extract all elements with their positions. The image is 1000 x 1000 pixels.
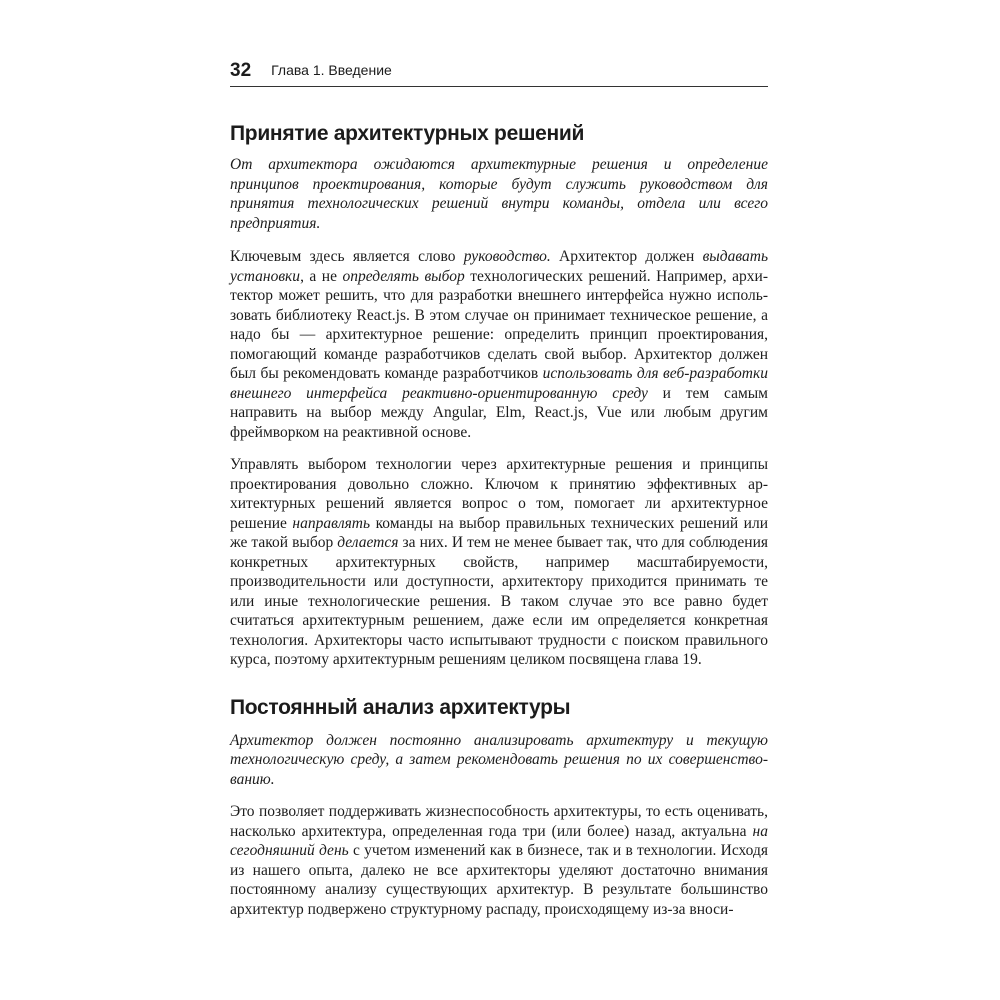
emphasis-text: определять выбор	[342, 267, 465, 285]
body-text: Ключевым здесь является слово	[230, 248, 464, 265]
section-title-decisions: Принятие архитектурных решений	[230, 122, 585, 145]
section-title-analysis: Постоянный анализ архитектуры	[230, 695, 571, 719]
paragraph	[230, 455, 768, 670]
body-text: Управлять выбором технологии через архитектурные решения и принципы проектирования довольно сложно. Ключом к принятию эффективных архитектурных решений является вопрос о том, помогает ли архитектурное решение	[230, 456, 768, 532]
body-text: за них. И тем не менее бывает так, что для соблюдения конкретных архитектурных свойств, например масштабируемости, производительности или доступности, архитектору приходится принимать те или иные технологические решения. В таком случае это все равно будет считаться архитектурным решением, даже если им определяется конкретная технология. Архитекторы часто испытывают трудности с поиском правильного курса, поэтому архитектурным решениям целиком посвящена глава 19.	[230, 534, 768, 668]
body-text: и тем самым направить на выбор между Angular, Elm, React.js, Vue или любым другим фреймворком на реактивной основе.	[230, 384, 768, 441]
emphasis-text: выдавать установки	[230, 248, 768, 285]
page-number: 32	[230, 60, 252, 81]
emphasis-text: руководство.	[463, 248, 551, 265]
body-text: , а не	[300, 267, 343, 285]
emphasis-text: делается	[337, 534, 399, 551]
paragraph	[230, 247, 768, 442]
body-text: Архитектор должен	[550, 248, 703, 265]
body-text: команды на выбор правильных технических решений или же такой выбор	[230, 514, 768, 551]
emphasis-text: на сегодняшний день	[230, 822, 768, 859]
section-lead-analysis: Архитектор должен постоянно анализировать архитектуру и текущую технологическую среду, а затем рекомендовать решения по их совершенствованию.	[230, 731, 768, 788]
paragraph	[230, 802, 768, 919]
body-text: технологических решений. Например, архитектор может решить, что для разработки внешнего интерфейса нужно использовать библиотеку React.js. В этом случае он принимает техническое решение, а надо бы — архитектурное решение: определить принцип проектирования, помогающий команде разработчиков сделать свой выбор. Архитектор должен был бы рекомендовать команде разработчиков	[230, 267, 768, 382]
body-text: с учетом изменений как в бизнесе, так и в технологии. Исходя из нашего опыта, далеко не все архитекторы уделяют достаточно внимания постоянному анализу существующих архитектур. В результате большинство архитектур подвержено структурному распаду, происходящему из-за вноси-	[230, 842, 768, 918]
running-head	[230, 56, 768, 87]
section-lead-decisions: От архитектора ожидаются архитектурные решения и определение принципов проектирования, которые будут служить руководством для принятия технологических решений внутри команды, отдела или всего предприятия.	[230, 156, 768, 232]
book-page	[230, 56, 768, 919]
emphasis-text: использовать для веб-разработки внешнего интерфейса реактивно-ориентированную среду	[230, 365, 768, 402]
body-text: Это позволяет поддерживать жизнеспособность архитектуры, то есть оценивать, насколько архитектура, определенная года три (или более) назад, актуальна	[230, 803, 768, 840]
emphasis-text: направлять	[292, 514, 371, 532]
chapter-title: Глава 1. Введение	[271, 62, 392, 78]
